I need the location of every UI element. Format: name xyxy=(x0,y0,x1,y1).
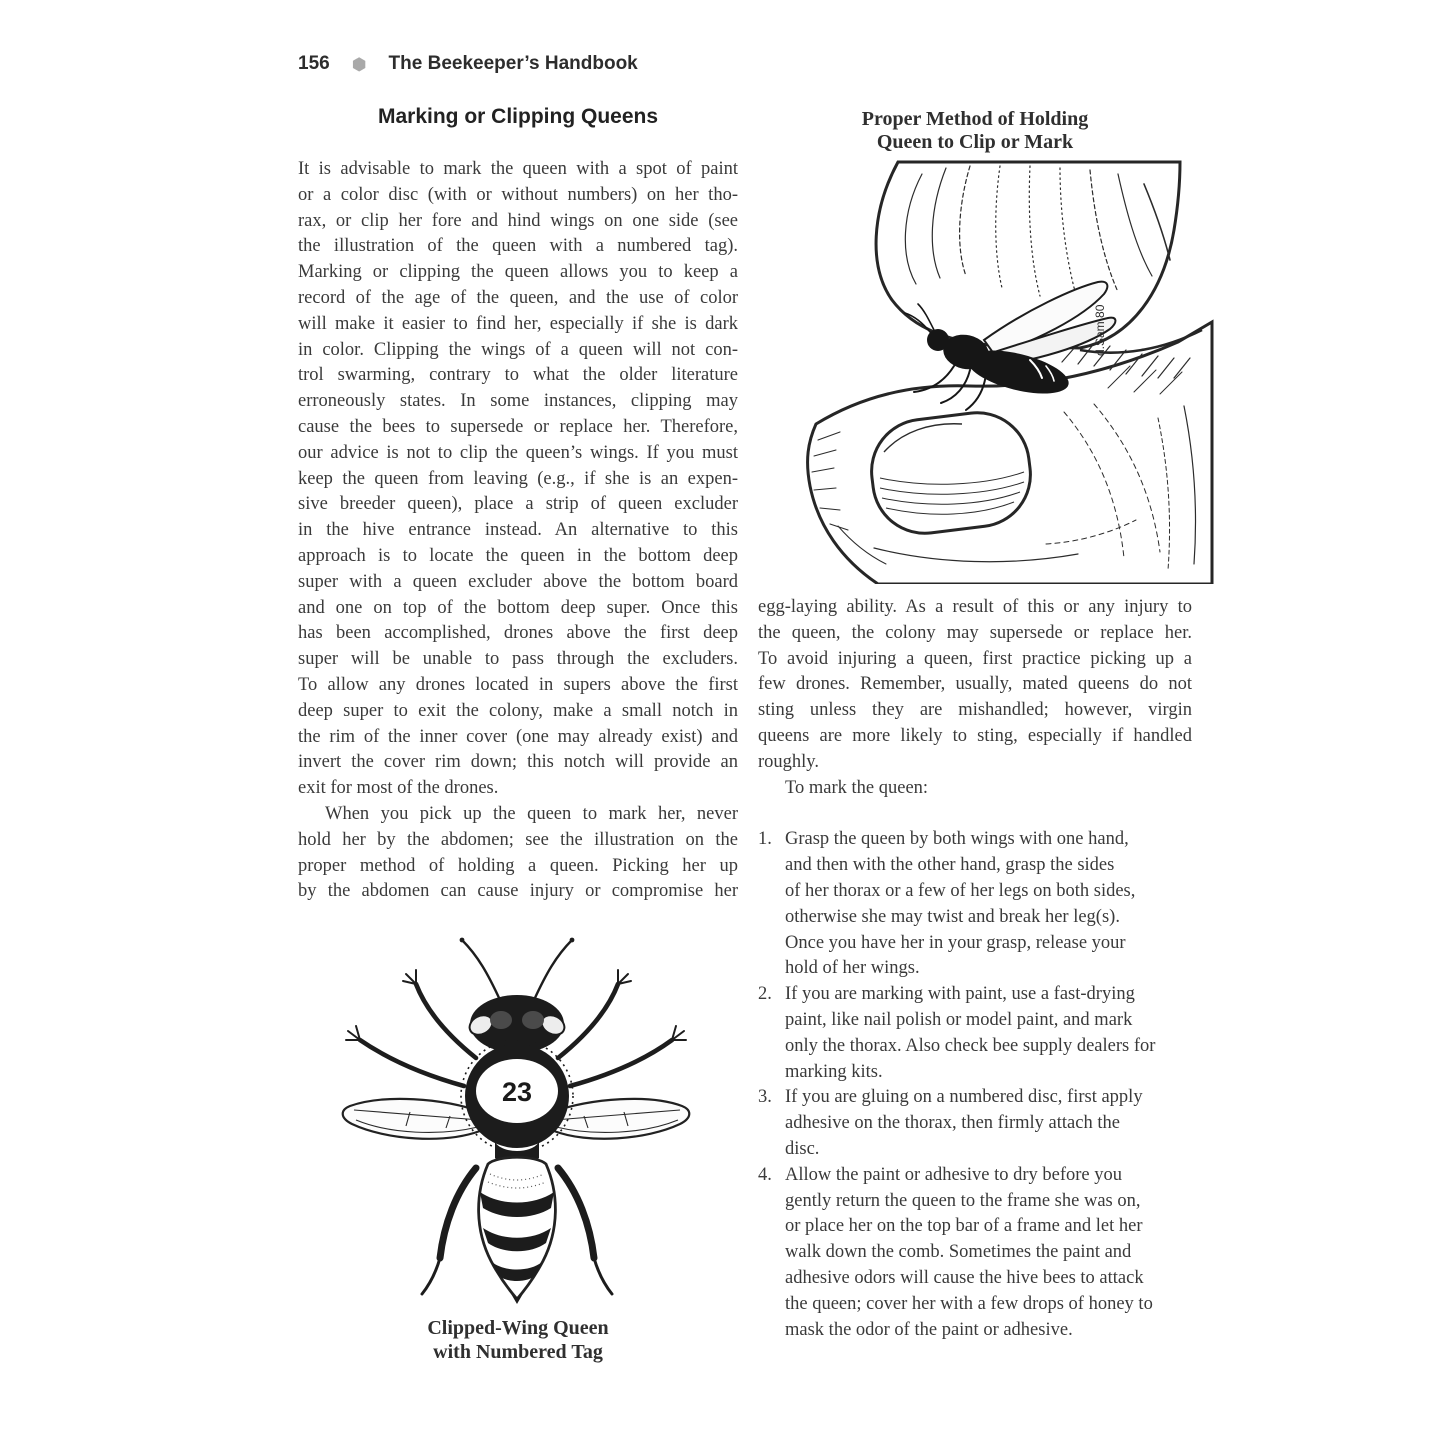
antennae xyxy=(462,940,572,1000)
text-line: exit for most of the drones. xyxy=(298,778,499,799)
text-line: It is advisable to mark the queen with a spot of paint xyxy=(298,159,738,179)
text-line: gently return the queen to the frame she was on, xyxy=(785,1190,1141,1211)
text-line: Once you have her in your grasp, release your xyxy=(785,932,1126,953)
running-head xyxy=(298,53,638,75)
text-line: disc. xyxy=(785,1138,820,1159)
section-heading: Marking or Clipping Queens xyxy=(377,105,659,128)
text-line: queens are more likely to sting, especially if handled xyxy=(758,725,1192,746)
text-line: marking kits. xyxy=(785,1061,883,1082)
text-line: the illustration of the queen with a numbered tag). xyxy=(298,236,738,257)
text-line: deep super to exit the colony, make a small notch in xyxy=(298,700,738,721)
list-item-number: 2. xyxy=(758,984,772,1005)
text-line: approach is to locate the queen in the bottom deep xyxy=(298,545,738,566)
text-line: To avoid injuring a queen, first practice picking up a xyxy=(758,648,1192,669)
list-intro: To mark the queen: xyxy=(785,777,929,798)
list-item-number: 3. xyxy=(758,1087,772,1108)
text-line: Clipped-Wing Queen xyxy=(427,1317,609,1339)
book-title: The Beekeeper’s Handbook xyxy=(388,53,638,74)
page-number: 156 xyxy=(298,53,330,74)
text-line: in color. Clipping the wings of a queen will not con- xyxy=(298,339,738,360)
text-line: roughly. xyxy=(758,751,819,772)
text-line: When you pick up the queen to mark her, never xyxy=(325,803,738,824)
list-item xyxy=(758,1163,1192,1344)
hand-holding-queen-illustration xyxy=(778,160,1214,584)
left-figure-caption xyxy=(298,1316,738,1364)
list-item-text xyxy=(785,982,1192,1085)
queen-bee-illustration xyxy=(330,928,702,1306)
text-line: hold of her wings. xyxy=(785,958,920,979)
text-line: the rim of the inner cover (one may already exist) and xyxy=(298,726,738,747)
text-line: of her thorax or a few of her legs on both sides, xyxy=(785,880,1136,901)
list-item-text xyxy=(785,1163,1192,1344)
text-line: sting unless they are mishandled; however, virgin xyxy=(758,700,1192,721)
text-line: invert the cover rim down; this notch will provide an xyxy=(298,752,738,773)
text-line: Allow the paint or adhesive to dry before you xyxy=(785,1164,1123,1185)
text-line: super will be unable to pass through the excluders. xyxy=(298,649,738,670)
text-line: only the thorax. Also check bee supply dealers for xyxy=(785,1035,1156,1056)
list-item xyxy=(758,982,1192,1085)
text-line: Queen to Clip or Mark xyxy=(876,131,1074,153)
text-line: erroneously states. In some instances, clipping may xyxy=(298,391,738,412)
paragraph-1 xyxy=(298,157,738,802)
text-line: Marking or clipping the queen allows you to keep a xyxy=(298,262,738,283)
text-line: sive breeder queen), place a strip of queen excluder xyxy=(298,494,738,515)
list-item-number: 1. xyxy=(758,829,772,850)
text-line: proper method of holding a queen. Picking her up xyxy=(298,855,738,876)
text-line: keep the queen from leaving (e.g., if she is an expen- xyxy=(298,468,738,489)
text-line: paint, like nail polish or model paint, and mark xyxy=(785,1009,1133,1030)
text-line: will make it easier to find her, especially if she is dark xyxy=(298,313,738,334)
text-line: our advice is not to clip the queen’s wings. If you must xyxy=(298,442,738,463)
text-line: hold her by the abdomen; see the illustration on the xyxy=(298,829,738,850)
text-line: with Numbered Tag xyxy=(433,1341,603,1363)
queen-tag-number: 23 xyxy=(501,1077,533,1107)
text-line: cause the bees to supersede or replace her. Therefore, xyxy=(298,416,738,437)
list-item xyxy=(758,1085,1192,1162)
text-line: in the hive entrance instead. An alternative to this xyxy=(298,520,738,541)
paragraph-2 xyxy=(298,802,738,905)
text-line: If you are gluing on a numbered disc, first apply xyxy=(785,1087,1143,1108)
right-column xyxy=(758,595,1192,1343)
list-item-text xyxy=(785,827,1192,982)
hexagon-ornament-icon: ⬢ xyxy=(351,54,367,74)
list-item-text xyxy=(785,1085,1192,1162)
paragraph-3 xyxy=(758,595,1192,776)
text-line: Proper Method of Holding xyxy=(861,108,1089,130)
artist-signature: d.Sam 80 xyxy=(1093,304,1107,356)
text-line: and one on top of the bottom deep super. Once this xyxy=(298,597,738,618)
left-column xyxy=(298,157,738,905)
clipped-wing-queen-figure xyxy=(330,928,702,1306)
text-line: adhesive odors will cause the hive bees to attack xyxy=(785,1267,1144,1288)
list-item xyxy=(758,827,1192,982)
text-line: the queen; cover her with a few drops of honey to xyxy=(785,1293,1153,1314)
text-line: trol swarming, contrary to what the older literature xyxy=(298,365,738,386)
text-line: walk down the comb. Sometimes the paint and xyxy=(785,1242,1132,1263)
text-line: or place her on the top bar of a frame and let her xyxy=(785,1216,1143,1237)
list-item-number: 4. xyxy=(758,1164,772,1185)
text-line: mask the odor of the paint or adhesive. xyxy=(785,1319,1073,1340)
text-line: Grasp the queen by both wings with one hand, xyxy=(785,829,1129,850)
text-line: by the abdomen can cause injury or compromise her xyxy=(298,881,738,902)
text-line: and then with the other hand, grasp the sides xyxy=(785,855,1115,876)
right-figure-caption xyxy=(758,108,1192,154)
text-line: or a color disc (with or without numbers) on her tho- xyxy=(298,184,738,205)
text-line: the queen, the colony may supersede or replace her. xyxy=(758,622,1192,643)
text-line: rax, or clip her fore and hind wings on one side (see xyxy=(298,210,738,231)
holding-queen-figure xyxy=(778,160,1214,584)
text-line: few drones. Remember, usually, mated queens do not xyxy=(758,674,1192,695)
text-line: adhesive on the thorax, then firmly attach the xyxy=(785,1113,1120,1134)
text-line: has been accomplished, drones above the first deep xyxy=(298,623,738,644)
text-line: If you are marking with paint, use a fast-drying xyxy=(785,984,1135,1005)
numbered-list xyxy=(758,827,1192,1343)
text-line: egg-laying ability. As a result of this or any injury to xyxy=(758,597,1192,617)
text-line: record of the age of the queen, and the use of color xyxy=(298,287,738,308)
text-line: otherwise she may twist and break her leg(s). xyxy=(785,906,1120,927)
text-line: To allow any drones located in supers above the first xyxy=(298,674,738,695)
text-line: super with a queen excluder above the bottom board xyxy=(298,571,738,592)
